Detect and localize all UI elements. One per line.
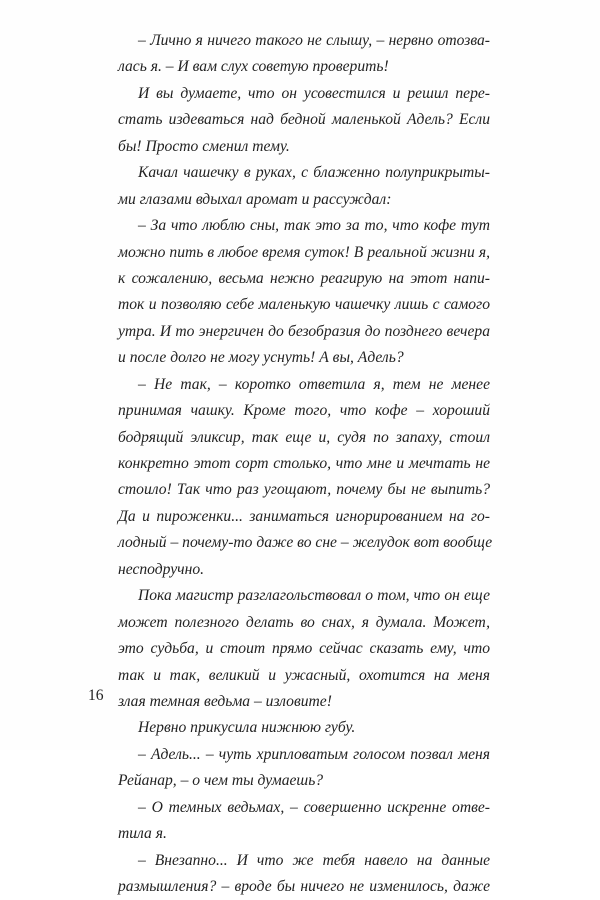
text-line: может полезного делать во снах, я думала. Может, <box>118 613 490 631</box>
page-number: 16 <box>88 687 104 704</box>
body-text <box>118 28 493 900</box>
text-line: ток и позволяю себе маленькую чашечку лишь с самого <box>118 296 490 314</box>
text-line: злая темная ведьма – изловите! <box>118 692 332 710</box>
text-line: бы! Просто сменил тему. <box>118 137 290 155</box>
text-line: Рейанар, – о чем ты думаешь? <box>118 772 324 790</box>
text-line: стоило! Так что раз угощают, почему бы не выпить? <box>118 481 490 499</box>
text-line: – Внезапно... И что же тебя навело на данные <box>138 851 490 869</box>
text-line: тила я. <box>118 825 167 843</box>
text-line: так и так, великий и ужасный, охотится на меня <box>118 666 490 684</box>
text-line: размышления? – вроде бы ничего не изменилось, даже <box>118 878 490 895</box>
text-line: несподручно. <box>118 560 205 578</box>
text-line: бодрящий эликсир, так еще и, судя по запаху, стоил <box>118 428 490 446</box>
text-line: – За что люблю сны, так это за то, что кофе тут <box>138 217 490 235</box>
text-line: – О темных ведьмах, – совершенно искренне отве- <box>138 798 490 816</box>
text-line: И вы думаете, что он усовестился и решил пере- <box>138 84 490 102</box>
text-line: Пока магистр разглагольствовал о том, что он еще <box>138 587 490 605</box>
text-line: лась я. – И вам слух советую проверить! <box>118 58 389 76</box>
text-line: – Не так, – коротко ответила я, тем не менее <box>138 375 490 393</box>
text-line: – Лично я ничего такого не слышу, – нервно отозва- <box>138 32 490 49</box>
text-line: лодный – почему-то даже во сне – желудок вот вообще <box>118 534 493 552</box>
text-line: Да и пироженки... заниматься игнорированием на го- <box>118 507 490 525</box>
text-line: к сожалению, весьма нежно реагирую на этот напи- <box>118 269 490 287</box>
text-line: Нервно прикусила нижнюю губу. <box>138 719 356 737</box>
text-line: ми глазами вдыхал аромат и рассуждал: <box>118 190 392 208</box>
text-line: стать издеваться над бедной маленькой Адель? Если <box>118 111 490 129</box>
text-line: конкретно этот сорт столько, что мне и мечтать не <box>118 455 490 472</box>
text-line: – Адель... – чуть хрипловатым голосом позвал меня <box>138 745 490 763</box>
text-line: это судьба, и стоит прямо сейчас сказать ему, что <box>118 640 490 658</box>
text-line: принимая чашку. Кроме того, что кофе – хороший <box>118 402 490 420</box>
text-line: утра. И то энергичен до безобразия до позднего вечера <box>118 322 490 340</box>
text-line: Качал чашечку в руках, с блаженно полуприкрыты- <box>138 164 490 182</box>
text-line: и после долго не могу уснуть! А вы, Адель? <box>118 349 404 367</box>
text-line: можно пить в любое время суток! В реальной жизни я, <box>118 243 490 261</box>
